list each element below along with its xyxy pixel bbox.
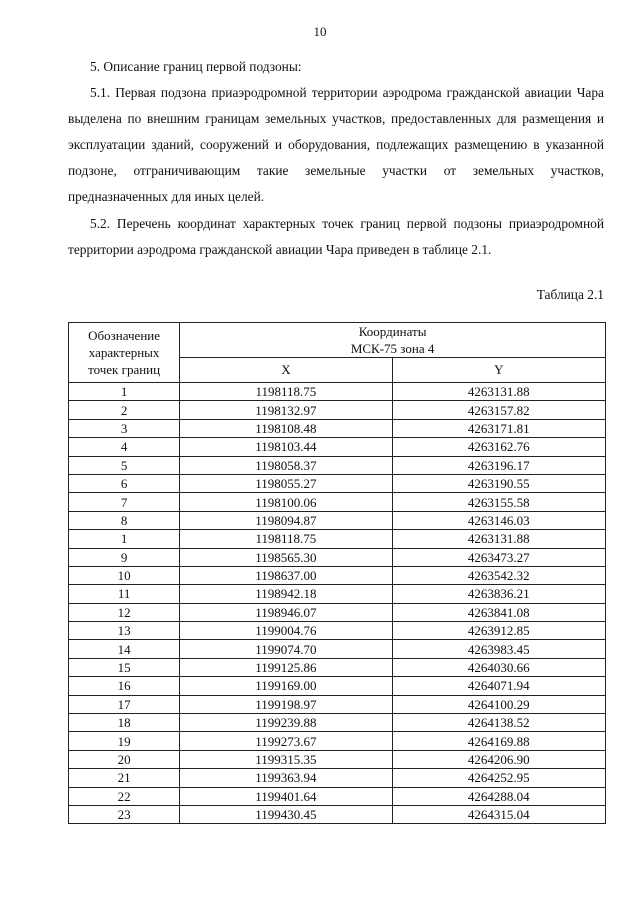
- point-number-cell: 17: [69, 695, 180, 713]
- table-row: [69, 695, 606, 713]
- y-coordinate-cell: 4264252.95: [392, 769, 605, 787]
- point-number-cell: 23: [69, 805, 180, 823]
- x-coordinate-cell: 1199074.70: [180, 640, 392, 658]
- y-coordinate-cell: 4263542.32: [392, 566, 605, 584]
- y-coordinate-cell: 4264030.66: [392, 658, 605, 676]
- point-number-cell: 1: [69, 383, 180, 401]
- x-coordinate-cell: 1199239.88: [180, 714, 392, 732]
- table-row: [69, 677, 606, 695]
- x-coordinate-cell: 1199125.86: [180, 658, 392, 676]
- table-row: [69, 530, 606, 548]
- paragraph-5-2: 5.2. Перечень координат характерных точек границ первой подзоны приаэродромной территории аэродрома гражданской авиации Чара приведен в таблице 2.1.: [68, 216, 604, 257]
- y-coordinate-cell: 4263146.03: [392, 511, 605, 529]
- table-row: [69, 548, 606, 566]
- x-coordinate-cell: 1199198.97: [180, 695, 392, 713]
- x-coordinate-cell: 1199363.94: [180, 769, 392, 787]
- y-coordinate-cell: 4263162.76: [392, 438, 605, 456]
- point-number-cell: 8: [69, 511, 180, 529]
- x-coordinate-cell: 1198132.97: [180, 401, 392, 419]
- x-coordinate-cell: 1198637.00: [180, 566, 392, 584]
- table-row: [69, 438, 606, 456]
- table-row: [69, 401, 606, 419]
- header-point-line: характерных: [88, 345, 160, 360]
- y-coordinate-cell: 4263473.27: [392, 548, 605, 566]
- point-number-cell: 13: [69, 622, 180, 640]
- table-row: [69, 603, 606, 621]
- point-number-cell: 9: [69, 548, 180, 566]
- point-number-cell: 11: [69, 585, 180, 603]
- point-number-cell: 10: [69, 566, 180, 584]
- x-coordinate-cell: 1199004.76: [180, 622, 392, 640]
- header-x: X: [180, 358, 392, 383]
- table-row: [69, 658, 606, 676]
- header-coordinates-line: МСК-75 зона 4: [350, 341, 435, 356]
- section-heading: 5. Описание границ первой подзоны:: [90, 59, 302, 74]
- point-number-cell: 1: [69, 530, 180, 548]
- x-coordinate-cell: 1198118.75: [180, 383, 392, 401]
- table-row: [69, 419, 606, 437]
- point-number-cell: 4: [69, 438, 180, 456]
- point-number-cell: 7: [69, 493, 180, 511]
- x-coordinate-cell: 1199315.35: [180, 750, 392, 768]
- x-coordinate-cell: 1198094.87: [180, 511, 392, 529]
- y-coordinate-cell: 4264071.94: [392, 677, 605, 695]
- header-point-line: точек границ: [88, 362, 161, 377]
- y-coordinate-cell: 4264315.04: [392, 805, 605, 823]
- page-number: 10: [313, 24, 327, 39]
- y-coordinate-cell: 4263131.88: [392, 530, 605, 548]
- y-coordinate-cell: 4264100.29: [392, 695, 605, 713]
- point-number-cell: 15: [69, 658, 180, 676]
- coordinates-table: [68, 322, 606, 824]
- y-coordinate-cell: 4263912.85: [392, 622, 605, 640]
- y-coordinate-cell: 4263841.08: [392, 603, 605, 621]
- x-coordinate-cell: 1198058.37: [180, 456, 392, 474]
- x-coordinate-cell: 1198055.27: [180, 474, 392, 492]
- point-number-cell: 6: [69, 474, 180, 492]
- table-row: [69, 474, 606, 492]
- table-row: [69, 622, 606, 640]
- point-number-cell: 19: [69, 732, 180, 750]
- y-coordinate-cell: 4264206.90: [392, 750, 605, 768]
- table-row: [69, 511, 606, 529]
- table-row: [69, 493, 606, 511]
- x-coordinate-cell: 1198118.75: [180, 530, 392, 548]
- y-coordinate-cell: 4264288.04: [392, 787, 605, 805]
- table-body: [69, 383, 606, 824]
- point-number-cell: 22: [69, 787, 180, 805]
- point-number-cell: 21: [69, 769, 180, 787]
- table-row: [69, 769, 606, 787]
- x-coordinate-cell: 1198100.06: [180, 493, 392, 511]
- point-number-cell: 3: [69, 419, 180, 437]
- point-number-cell: 12: [69, 603, 180, 621]
- table-row: [69, 805, 606, 823]
- point-number-cell: 5: [69, 456, 180, 474]
- x-coordinate-cell: 1198565.30: [180, 548, 392, 566]
- table-row: [69, 750, 606, 768]
- point-number-cell: 18: [69, 714, 180, 732]
- point-number-cell: 20: [69, 750, 180, 768]
- header-point-designation: [69, 323, 180, 383]
- y-coordinate-cell: 4263836.21: [392, 585, 605, 603]
- header-coordinates-line: Координаты: [358, 324, 427, 339]
- x-coordinate-cell: 1198108.48: [180, 419, 392, 437]
- header-point-line: Обозначение: [88, 328, 161, 343]
- y-coordinate-cell: 4263171.81: [392, 419, 605, 437]
- y-coordinate-cell: 4263983.45: [392, 640, 605, 658]
- y-coordinate-cell: 4264169.88: [392, 732, 605, 750]
- table-row: [69, 732, 606, 750]
- header-y: Y: [392, 358, 605, 383]
- x-coordinate-cell: 1198946.07: [180, 603, 392, 621]
- table-row: [69, 714, 606, 732]
- table-caption: Таблица 2.1: [536, 287, 604, 302]
- table-row: [69, 456, 606, 474]
- table-row: [69, 640, 606, 658]
- x-coordinate-cell: 1198103.44: [180, 438, 392, 456]
- table-row: [69, 566, 606, 584]
- point-number-cell: 16: [69, 677, 180, 695]
- table-row: [69, 383, 606, 401]
- y-coordinate-cell: 4264138.52: [392, 714, 605, 732]
- paragraph-5-1: 5.1. Первая подзона приаэродромной территории аэродрома гражданской авиации Чара выделена по внешним границам земельных участков, предоставленных для размещения и эксплуатации зданий, сооружений и оборудования, подлежащих размещению в указанной подзоне, отграничивающим такие земельные участки от земельных участков, предназначенных для иных целей.: [68, 85, 604, 204]
- y-coordinate-cell: 4263131.88: [392, 383, 605, 401]
- y-coordinate-cell: 4263196.17: [392, 456, 605, 474]
- y-coordinate-cell: 4263155.58: [392, 493, 605, 511]
- x-coordinate-cell: 1199401.64: [180, 787, 392, 805]
- table-row: [69, 585, 606, 603]
- y-coordinate-cell: 4263157.82: [392, 401, 605, 419]
- header-coordinates: [180, 323, 606, 358]
- x-coordinate-cell: 1198942.18: [180, 585, 392, 603]
- table-row: [69, 787, 606, 805]
- point-number-cell: 14: [69, 640, 180, 658]
- x-coordinate-cell: 1199273.67: [180, 732, 392, 750]
- point-number-cell: 2: [69, 401, 180, 419]
- x-coordinate-cell: 1199169.00: [180, 677, 392, 695]
- y-coordinate-cell: 4263190.55: [392, 474, 605, 492]
- x-coordinate-cell: 1199430.45: [180, 805, 392, 823]
